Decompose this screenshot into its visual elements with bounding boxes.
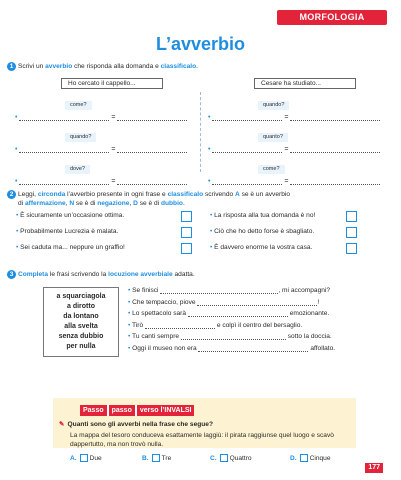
invalsi-question: ✎ Quanti sono gli avverbi nella frase che segue?	[59, 421, 214, 428]
answer-line[interactable]	[117, 177, 187, 185]
sentence: • Che tempaccio, piove !	[128, 298, 320, 306]
page-title: L’avverbio	[155, 34, 246, 54]
ex1-left-item: quando? • =	[15, 125, 195, 157]
answer-box[interactable]	[181, 211, 192, 222]
answer-line[interactable]	[290, 177, 380, 185]
option-d[interactable]: D. Cinque	[290, 454, 331, 462]
option-c[interactable]: C. Quattro	[210, 454, 252, 462]
ex1-number: 1	[7, 62, 16, 71]
answer-line[interactable]	[197, 298, 317, 306]
list-item[interactable]: • Probabilmente Lucrezia è malata.	[16, 228, 119, 235]
list-item[interactable]: • Sei caduta ma... neppure un graffio!	[16, 244, 125, 251]
checkbox[interactable]	[80, 454, 88, 462]
ex1-right-item: quando? • =	[208, 93, 388, 125]
ex1-left-item: come? • =	[15, 93, 195, 125]
list-item[interactable]: • La risposta alla tua domanda è no!	[210, 212, 316, 219]
column-divider	[200, 92, 201, 172]
ex1-left-prompt: Ho cercato il cappello...	[61, 78, 163, 89]
ex1-right-column	[208, 78, 388, 189]
answer-line[interactable]	[212, 177, 282, 185]
invalsi-text: La mappa del tesoro conduceva esattamente laggiù: il pirata raggiunse quel luogo e scavò dappertutto, ma non trovò nulla.	[70, 432, 334, 448]
checkbox[interactable]	[152, 454, 160, 462]
list-item[interactable]: • È davvero enorme la vostra casa.	[210, 244, 313, 251]
section-tag: MORFOLOGIA	[277, 10, 387, 25]
answer-box[interactable]	[181, 243, 192, 254]
ex1-left-column	[15, 78, 195, 189]
answer-box[interactable]	[346, 243, 357, 254]
ex2-left-list	[16, 210, 125, 258]
ex1-right-item: quanto? • =	[208, 125, 388, 157]
answer-box[interactable]	[346, 227, 357, 238]
ex2-instruction: 2 Leggi, circonda l’avverbio presente in ogni frase e classificalo scrivendo A se è un avverbio di affermazione, N se è di negazione, D se è di dubbio.	[7, 190, 290, 208]
option-b[interactable]: B. Tre	[142, 454, 172, 462]
answer-line[interactable]	[117, 145, 187, 153]
answer-line[interactable]	[188, 309, 288, 317]
word-bank: a squarciagola a dirotto da lontano alla svelta senza dubbio per nulla	[43, 287, 119, 357]
invalsi-header: Passo passo verso l’INVALSI	[80, 405, 194, 416]
ex3-instruction: 3 Completa le frasi scrivendo la locuzione avverbiale adatta.	[7, 270, 195, 279]
checkbox[interactable]	[300, 454, 308, 462]
answer-line[interactable]	[198, 344, 308, 352]
ex1-right-prompt: Cesare ha studiato...	[254, 78, 356, 89]
answer-line[interactable]	[145, 321, 215, 329]
answer-line[interactable]	[212, 145, 282, 153]
answer-line[interactable]	[19, 113, 109, 121]
pencil-icon: ✎	[59, 421, 65, 428]
sentence: • Oggi il museo non era affollato.	[128, 344, 336, 352]
answer-line[interactable]	[19, 145, 109, 153]
answer-box[interactable]	[181, 227, 192, 238]
ex1-left-item: dove? • =	[15, 157, 195, 189]
option-a[interactable]: A. Due	[70, 454, 102, 462]
sentence: • Tirò e colpì il centro del bersaglio.	[128, 321, 303, 329]
sentence: • Se finisci , mi accompagni?	[128, 287, 331, 294]
ex2-right-list	[210, 210, 315, 258]
answer-line[interactable]	[19, 177, 109, 185]
ex3-number: 3	[7, 270, 16, 279]
list-item[interactable]: • È sicuramente un’occasione ottima.	[16, 212, 125, 219]
ex1-instruction: 1 Scrivi un avverbio che risponda alla domanda e classificalo.	[7, 62, 198, 71]
answer-line[interactable]	[160, 286, 278, 294]
ex1-right-item: come? • =	[208, 157, 388, 189]
ex2-number: 2	[7, 190, 16, 199]
page-number: 177	[365, 463, 383, 473]
answer-line[interactable]	[290, 145, 380, 153]
answer-line[interactable]	[181, 332, 286, 340]
answer-line[interactable]	[117, 113, 187, 121]
answer-line[interactable]	[290, 113, 380, 121]
list-item[interactable]: • Ciò che ho detto forse è sbagliato.	[210, 228, 315, 235]
answer-line[interactable]	[212, 113, 282, 121]
answer-box[interactable]	[346, 211, 357, 222]
sentence: • Tu canti sempre sotto la doccia.	[128, 333, 332, 340]
sentence: • Lo spettacolo sarà emozionante.	[128, 310, 330, 317]
checkbox[interactable]	[220, 454, 228, 462]
ex3-sentences	[128, 285, 335, 354]
